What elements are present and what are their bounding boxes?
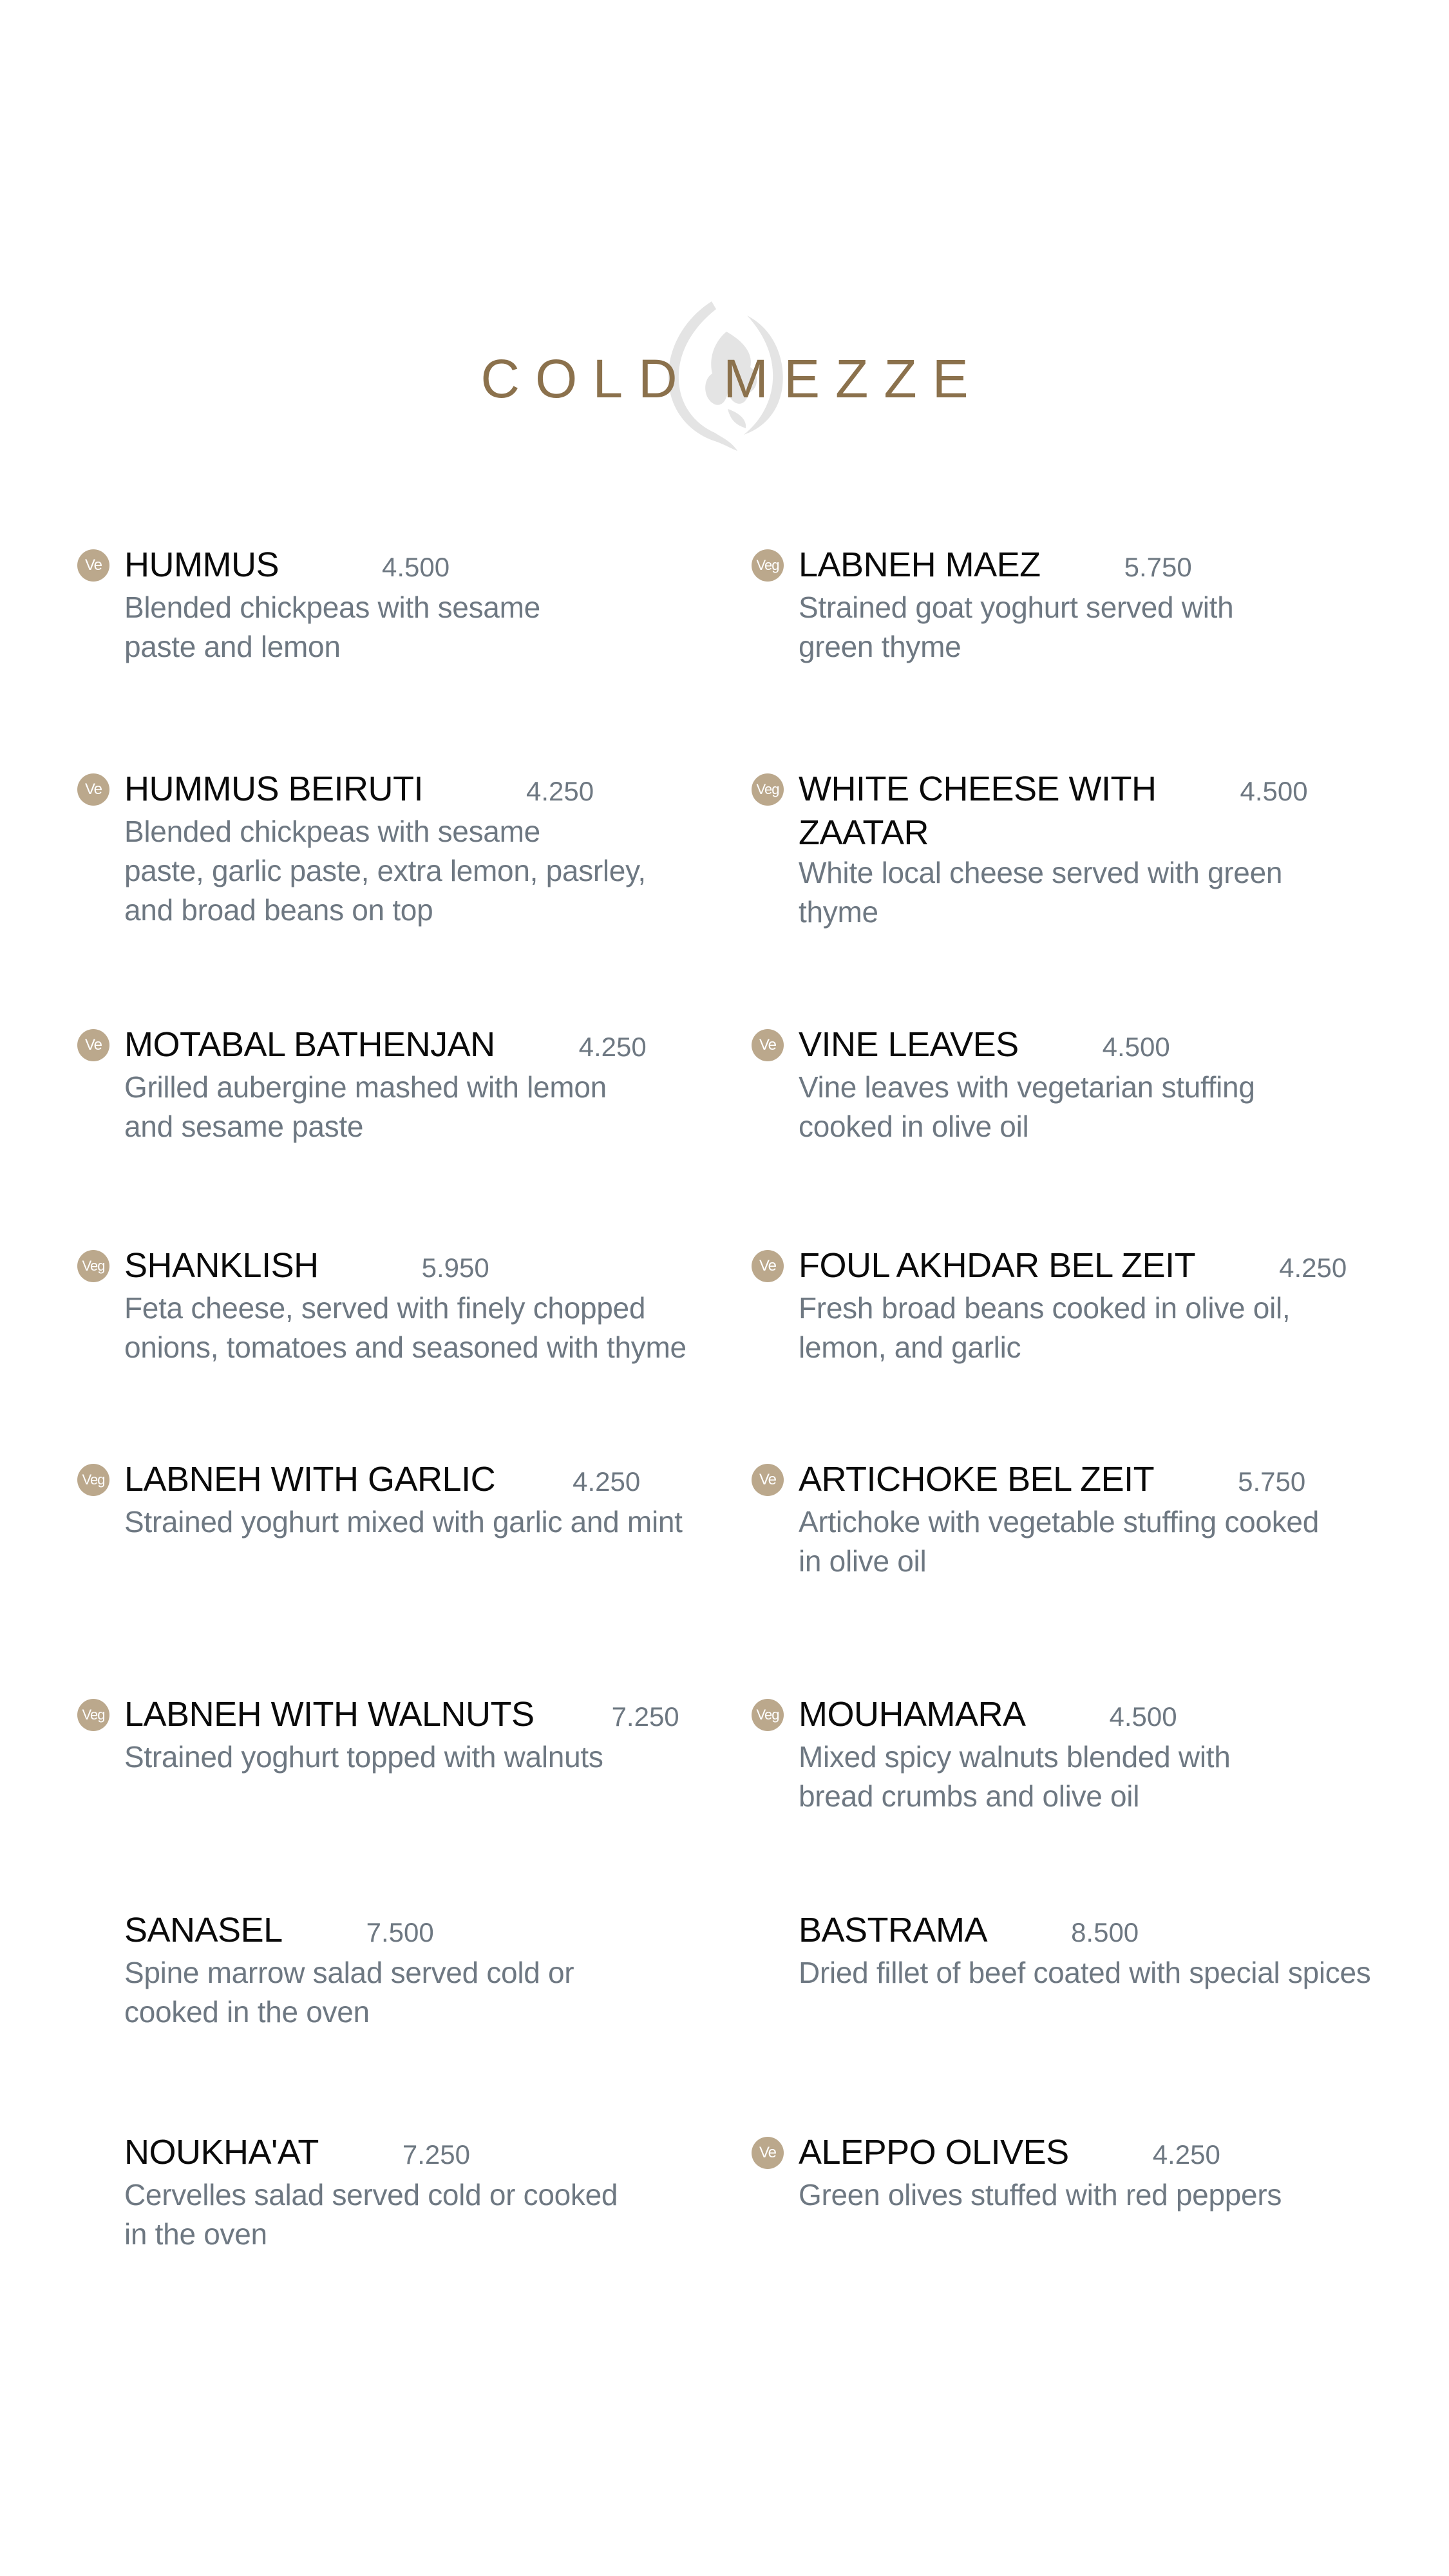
vegetarian-badge-icon: Veg <box>77 1250 109 1282</box>
item-name: ARTICHOKE BEL ZEIT <box>799 1460 1155 1499</box>
menu-item-foul-akhdar-bel-zeit <box>752 1245 1396 1367</box>
item-description-line: bread crumbs and olive oil <box>799 1779 1140 1813</box>
item-description-line: onions, tomatoes and seasoned with thyme <box>124 1331 687 1364</box>
menu-item-hummus-beiruti <box>77 768 721 930</box>
item-name: SANASEL <box>124 1911 283 1949</box>
vegan-badge-icon: Ve <box>752 1464 784 1496</box>
item-description-line: Mixed spicy walnuts blended with <box>799 1740 1231 1774</box>
vegan-badge-icon: Ve <box>77 549 109 582</box>
item-price: 4.500 <box>1102 1032 1170 1062</box>
item-name: ALEPPO OLIVES <box>799 2133 1069 2172</box>
item-name: LABNEH WITH GARLIC <box>124 1460 496 1499</box>
page-title: COLD MEZZE <box>480 348 984 409</box>
item-description-line: cooked in the oven <box>124 1995 370 2029</box>
item-description-line: Dried fillet of beef coated with special spices <box>799 1956 1371 1989</box>
menu-item-labneh-with-walnuts <box>77 1694 721 1777</box>
item-price: 5.750 <box>1124 552 1192 582</box>
item-description-line: Blended chickpeas with sesame <box>124 815 540 848</box>
menu-item-hummus <box>77 544 721 667</box>
item-price: 7.500 <box>366 1917 434 1947</box>
item-price: 8.500 <box>1071 1917 1139 1947</box>
menu-item-labneh-maez <box>752 544 1396 667</box>
vegetarian-badge-icon: Veg <box>77 1699 109 1731</box>
vegan-badge-icon: Ve <box>752 1029 784 1061</box>
menu-item-labneh-with-garlic <box>77 1459 721 1542</box>
item-description-line: Strained goat yoghurt served with <box>799 591 1234 624</box>
item-price: 4.500 <box>381 552 450 582</box>
item-description-line: Vine leaves with vegetarian stuffing <box>799 1070 1255 1104</box>
item-price: 7.250 <box>402 2139 470 2170</box>
vegetarian-badge-icon: Veg <box>752 549 784 582</box>
item-name: MOTABAL BATHENJAN <box>124 1025 495 1064</box>
item-price: 4.250 <box>578 1032 647 1062</box>
item-description-line: paste and lemon <box>124 630 341 663</box>
menu-item-mouhamara <box>752 1694 1396 1816</box>
item-name: HUMMUS <box>124 545 279 584</box>
item-price: 4.250 <box>1279 1253 1347 1283</box>
item-description-line: and sesame paste <box>124 1110 364 1143</box>
item-description-line: thyme <box>799 895 878 929</box>
item-description-line: cooked in olive oil <box>799 1110 1029 1143</box>
item-description-line: Cervelles salad served cold or cooked <box>124 2178 618 2211</box>
vegan-badge-icon: Ve <box>77 773 109 806</box>
item-description-line: Feta cheese, served with finely chopped <box>124 1291 646 1325</box>
item-name: HUMMUS BEIRUTI <box>124 770 423 808</box>
item-description-line: Green olives stuffed with red peppers <box>799 2178 1282 2211</box>
item-name: BASTRAMA <box>799 1911 988 1949</box>
item-name: VINE LEAVES <box>799 1025 1019 1064</box>
item-name-continued: ZAATAR <box>799 813 929 852</box>
item-description-line: Fresh broad beans cooked in olive oil, <box>799 1291 1291 1325</box>
menu-item-white-cheese-with-zaatar <box>752 768 1396 932</box>
menu-item-motabal-bathenjan <box>77 1024 721 1146</box>
vegetarian-badge-icon: Veg <box>77 1464 109 1496</box>
item-description-line: Grilled aubergine mashed with lemon <box>124 1070 607 1104</box>
item-price: 4.250 <box>526 776 594 806</box>
item-price: 4.500 <box>1109 1701 1177 1732</box>
item-description-line: in the oven <box>124 2217 267 2251</box>
item-name: NOUKHA'AT <box>124 2133 319 2172</box>
item-description-line: Strained yoghurt mixed with garlic and mint <box>124 1505 683 1539</box>
vegan-badge-icon: Ve <box>752 2137 784 2169</box>
item-price: 4.250 <box>573 1466 641 1497</box>
item-price: 5.750 <box>1238 1466 1306 1497</box>
menu-item-shanklish <box>77 1245 721 1367</box>
item-description-line: in olive oil <box>799 1544 927 1578</box>
item-name: LABNEH MAEZ <box>799 545 1041 584</box>
menu-header <box>0 283 1449 464</box>
item-name: WHITE CHEESE WITH <box>799 770 1157 808</box>
item-name: SHANKLISH <box>124 1246 319 1285</box>
item-description-line: Blended chickpeas with sesame <box>124 591 540 624</box>
vegan-badge-icon: Ve <box>77 1029 109 1061</box>
item-description-line: and broad beans on top <box>124 893 433 927</box>
item-price: 4.250 <box>1152 2139 1220 2170</box>
item-description-line: Strained yoghurt topped with walnuts <box>124 1740 603 1774</box>
item-name: FOUL AKHDAR BEL ZEIT <box>799 1246 1196 1285</box>
vegan-badge-icon: Ve <box>752 1250 784 1282</box>
vegetarian-badge-icon: Veg <box>752 1699 784 1731</box>
menu-item-aleppo-olives <box>752 2132 1396 2215</box>
menu-item-artichoke-bel-zeit <box>752 1459 1396 1581</box>
item-description-line: green thyme <box>799 630 961 663</box>
item-description-line: lemon, and garlic <box>799 1331 1021 1364</box>
menu-item-vine-leaves <box>752 1024 1396 1146</box>
item-description-line: Artichoke with vegetable stuffing cooked <box>799 1505 1319 1539</box>
item-description-line: Spine marrow salad served cold or <box>124 1956 574 1989</box>
item-price: 5.950 <box>421 1253 489 1283</box>
menu-item-sanasel <box>77 1909 721 2032</box>
menu-item-noukhaat <box>77 2132 721 2254</box>
item-description-line: White local cheese served with green <box>799 856 1283 889</box>
item-name: MOUHAMARA <box>799 1695 1026 1734</box>
item-price: 4.500 <box>1240 776 1308 806</box>
item-price: 7.250 <box>611 1701 679 1732</box>
menu-item-bastrama <box>752 1909 1396 1993</box>
item-description-line: paste, garlic paste, extra lemon, pasrley, <box>124 854 646 887</box>
vegetarian-badge-icon: Veg <box>752 773 784 806</box>
item-name: LABNEH WITH WALNUTS <box>124 1695 535 1734</box>
